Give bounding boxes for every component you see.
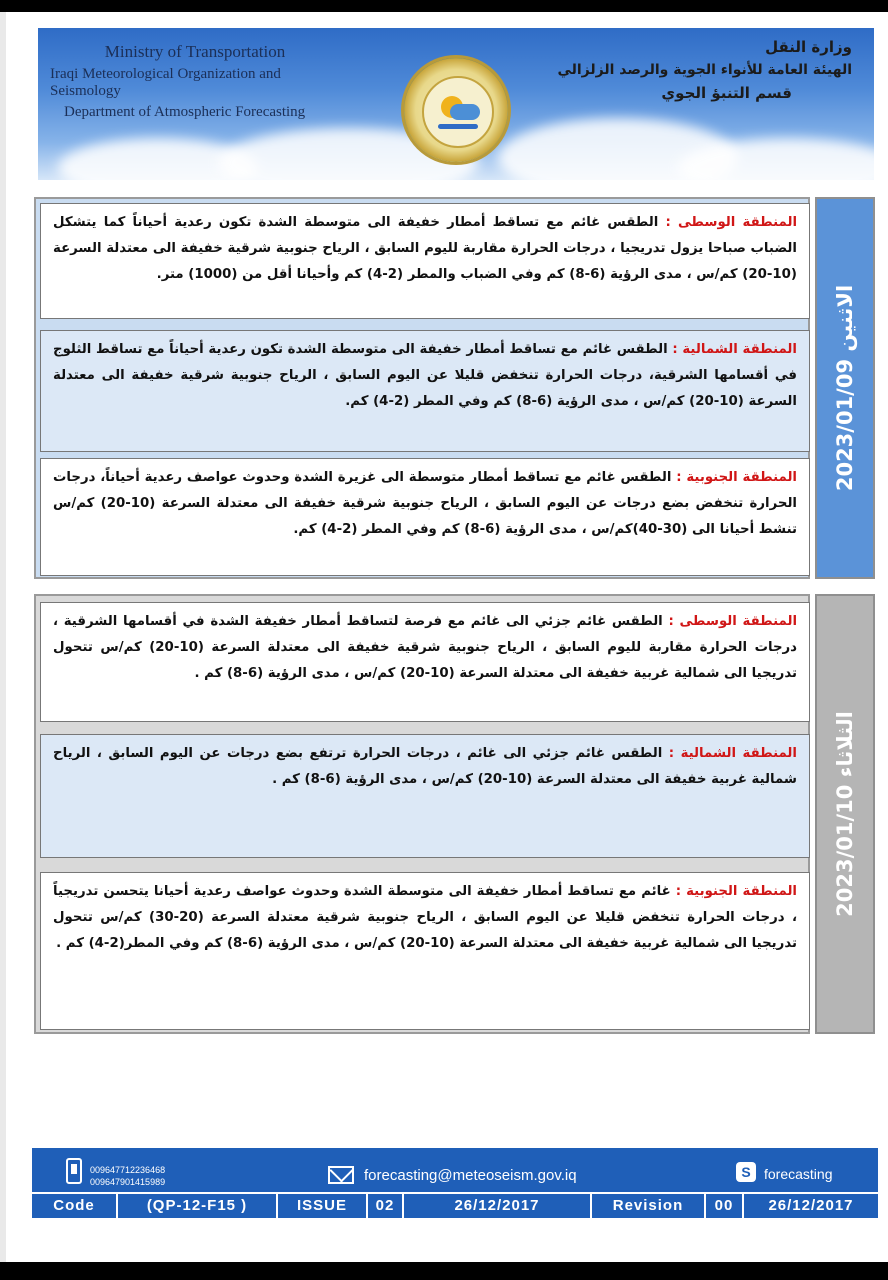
phone-number-1: 009647712236468	[90, 1165, 166, 1175]
day1-forecast-block	[34, 197, 810, 579]
region-label: المنطقة الجنوبية	[686, 470, 797, 485]
ministry-name-ar: وزارة النقل	[765, 38, 852, 56]
cloud-icon	[450, 104, 480, 120]
region-label: المنطقة الجنوبية	[686, 884, 797, 899]
header-banner	[38, 28, 874, 180]
organization-logo	[404, 58, 508, 162]
department-name-en: Department of Atmospheric Forecasting	[64, 104, 306, 120]
wave-icon	[438, 124, 478, 129]
region-text: الطقس غائم مع تساقط أمطار خفيفة الى متوسطة الشدة تكون رعدية أحياناً مع تساقط الثلوج في أقسامها الشرقية، درجات الحرارة تنخفض قليلا عن اليوم السابق ، الرياح جنوبية شرقية خفيفة الى معتدلة السرعة (10-20) كم/س ، مدى الرؤية (6-8) كم وفي المطر (2-4) كم.	[53, 342, 797, 409]
bottom-black-border	[0, 1262, 888, 1280]
organization-name-ar: الهيئة العامة للأنواء الجوية والرصد الزلزالي	[557, 62, 852, 78]
mail-icon	[328, 1166, 354, 1184]
region-north-day2: المنطقة الشمالية : الطقس غائم جزئي الى غائم ، درجات الحرارة ترتفع بضع درجات عن اليوم السابق ، الرياح شمالية غربية خفيفة الى معتدلة السرعة (10-20) كم/س ، مدى الرؤية (6-8) كم .	[40, 734, 810, 858]
phone-number-2: 009647901415989	[90, 1177, 166, 1187]
revision-label: Revision	[592, 1194, 706, 1218]
region-text: الطقس غائم مع تساقط أمطار متوسطة الى غزيرة الشدة وحدوث عواصف رعدية أحياناً، درجات الحرارة تنخفض بضع درجات عن اليوم السابق ، الرياح جنوبية شرقية خفيفة الى معتدلة السرعة (10-20) كم/س تنشط أحيانا الى (30-40)كم/س ، مدى الرؤية (6-8) كم وفي المطر (2-4) كم.	[53, 470, 797, 537]
region-central-day2: المنطقة الوسطى : الطقس غائم جزئي الى غائم مع فرصة لتساقط أمطار خفيفة الشدة في أقسامها الشرقية ، درجات الحرارة مقاربة لليوم السابق ، الرياح جنوبية شرقية خفيفة الى معتدلة السرعة (10-20) كم/س تتحول تدريجيا الى شمالية غربية خفيفة الى معتدلة السرعة (10-20) كم/س ، مدى الرؤية (6-8) كم .	[40, 602, 810, 722]
region-text: الطقس غائم جزئي الى غائم مع فرصة لتساقط أمطار خفيفة الشدة في أقسامها الشرقية ، درجات الحرارة مقاربة لليوم السابق ، الرياح جنوبية شرقية خفيفة الى معتدلة السرعة (10-20) كم/س تتحول تدريجيا الى شمالية غربية خفيفة الى معتدلة السرعة (10-20) كم/س ، مدى الرؤية (6-8) كم .	[53, 614, 798, 681]
skype-handle[interactable]: forecasting	[764, 1166, 833, 1182]
region-label: المنطقة الشمالية	[682, 342, 797, 357]
day2-date-band	[815, 594, 875, 1034]
header-arabic	[552, 38, 852, 102]
top-black-border	[0, 0, 888, 12]
organization-name-en: Iraqi Meteorological Organization and Seismology	[50, 66, 281, 99]
left-edge	[0, 12, 6, 1262]
email-address[interactable]: forecasting@meteoseism.gov.iq	[364, 1167, 577, 1184]
revision-date: 26/12/2017	[768, 1197, 854, 1214]
code-value: (QP-12-F15 )	[118, 1194, 278, 1218]
region-text: الطقس غائم مع تساقط أمطار خفيفة الى متوسطة الشدة تكون رعدية أحياناً كما يتشكل الضباب صباحا يزول تدريجيا ، درجات الحرارة مقاربة لليوم السابق ، الرياح جنوبية شرقية خفيفة الى معتدلة السرعة (10-20) كم/س ، مدى الرؤية (6-8) كم وفي الضباب والمطر (2-4) كم وأحيانا أقل من (1000) متر.	[53, 215, 797, 282]
footer-contact-bar	[32, 1148, 878, 1192]
region-label: المنطقة الشمالية	[680, 746, 797, 761]
region-north-day1: المنطقة الشمالية : الطقس غائم مع تساقط أمطار خفيفة الى متوسطة الشدة تكون رعدية أحياناً مع تساقط الثلوج في أقسامها الشرقية، درجات الحرارة تنخفض قليلا عن اليوم السابق ، الرياح جنوبية شرقية خفيفة الى معتدلة السرعة (10-20) كم/س ، مدى الرؤية (6-8) كم وفي المطر (2-4) كم.	[40, 330, 810, 452]
region-text: الطقس غائم جزئي الى غائم ، درجات الحرارة ترتفع بضع درجات عن اليوم السابق ، الرياح شمالية غربية خفيفة الى معتدلة السرعة (10-20) كم/س ، مدى الرؤية (6-8) كم .	[53, 746, 797, 787]
document-code-bar	[32, 1194, 878, 1218]
logo-inner	[422, 76, 494, 148]
header-english	[50, 42, 340, 121]
phone-numbers	[90, 1164, 165, 1188]
region-label: المنطقة الوسطى	[677, 215, 798, 230]
day1-date-band	[815, 197, 875, 579]
skype-icon: S	[736, 1162, 756, 1182]
department-name-ar: قسم التنبؤ الجوي	[661, 84, 792, 102]
ministry-name-en: Ministry of Transportation	[104, 42, 286, 61]
day1-date-label: الاثنين 2023/01/09	[833, 284, 857, 492]
region-label: المنطقة الوسطى	[679, 614, 798, 629]
day2-date-label: الثلاثاء 2023/01/10	[833, 711, 857, 917]
day2-forecast-block	[34, 594, 810, 1034]
region-central-day1: المنطقة الوسطى : الطقس غائم مع تساقط أمطار خفيفة الى متوسطة الشدة تكون رعدية أحياناً كما يتشكل الضباب صباحا يزول تدريجيا ، درجات الحرارة مقاربة لليوم السابق ، الرياح جنوبية شرقية خفيفة الى معتدلة السرعة (10-20) كم/س ، مدى الرؤية (6-8) كم وفي الضباب والمطر (2-4) كم وأحيانا أقل من (1000) متر.	[40, 203, 810, 319]
issue-label: ISSUE	[278, 1194, 368, 1218]
phone-icon	[66, 1158, 82, 1184]
code-label: Code	[32, 1194, 118, 1218]
issue-date: 26/12/2017	[404, 1194, 592, 1218]
region-text: غائم مع تساقط أمطار خفيفة الى متوسطة الشدة وحدوث عواصف رعدية أحيانا يتحسن تدريجياً ، درجات الحرارة تنخفض قليلا عن اليوم السابق ، الرياح جنوبية شرقية معتدلة السرعة (20-30) كم/س تتحول تدريجيا الى شمالية غربية خفيفة الى معتدلة السرعة (10-20) كم/س ، مدى الرؤية (6-8) كم وفي المطر(2-4) كم .	[53, 884, 797, 951]
region-south-day2: المنطقة الجنوبية : غائم مع تساقط أمطار خفيفة الى متوسطة الشدة وحدوث عواصف رعدية أحيانا يتحسن تدريجياً ، درجات الحرارة تنخفض قليلا عن اليوم السابق ، الرياح جنوبية شرقية معتدلة السرعة (20-30) كم/س تتحول تدريجيا الى شمالية غربية خفيفة الى معتدلة السرعة (10-20) كم/س ، مدى الرؤية (6-8) كم وفي المطر(2-4) كم .	[40, 872, 810, 1030]
region-south-day1: المنطقة الجنوبية : الطقس غائم مع تساقط أمطار متوسطة الى غزيرة الشدة وحدوث عواصف رعدية أحياناً، درجات الحرارة تنخفض بضع درجات عن اليوم السابق ، الرياح جنوبية شرقية خفيفة الى معتدلة السرعة (10-20) كم/س تنشط أحيانا الى (30-40)كم/س ، مدى الرؤية (6-8) كم وفي المطر (2-4) كم.	[40, 458, 810, 576]
revision-number: 00	[706, 1194, 744, 1218]
issue-number: 02	[368, 1194, 404, 1218]
